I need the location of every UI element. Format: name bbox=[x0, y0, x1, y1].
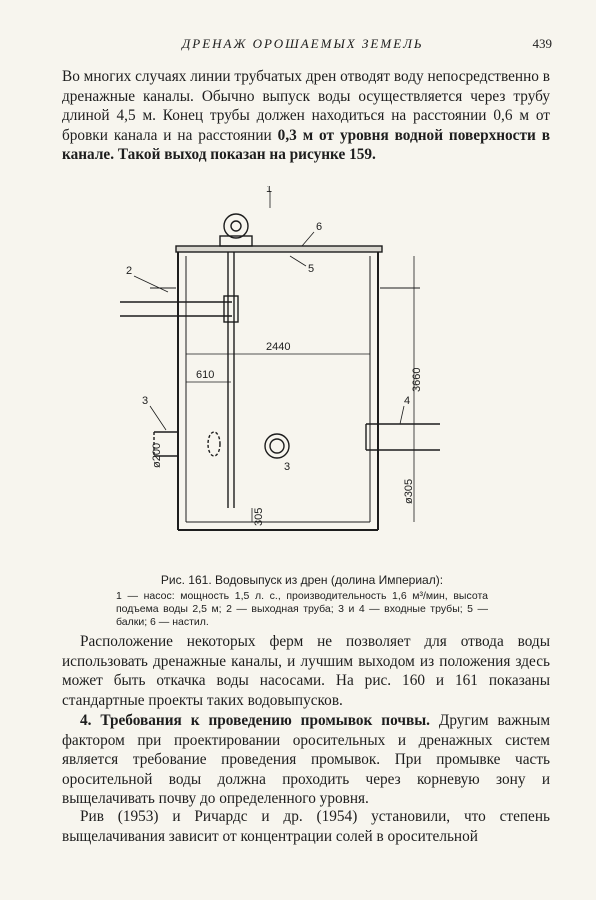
page-number: 439 bbox=[532, 36, 552, 51]
paragraph-3 bbox=[62, 711, 550, 809]
dim-inlet-diameter: ø200 bbox=[151, 442, 163, 468]
caption-title: Рис. 161. Водовыпуск из дрен (долина Империал): bbox=[160, 573, 444, 587]
dim-bottom: 305 bbox=[253, 507, 265, 526]
paragraph-3-text: Другим важным фактором при проектировании оросительных и дренажных систем является требование проведения промывок. При промывке часть оросительной воды должна проходить через корневую зону и выщелачивать почву до определенного уровня. bbox=[62, 712, 551, 807]
label-6: 6 bbox=[316, 221, 323, 233]
paragraph-1-bold: 0,3 м от уровня водной поверхности в канале. Такой выход показан на рисунке 159. bbox=[62, 126, 550, 163]
figure-caption bbox=[116, 573, 488, 629]
label-2: 2 bbox=[126, 265, 133, 277]
running-header bbox=[62, 36, 552, 54]
drain-outlet-drawing bbox=[120, 186, 440, 546]
pump-core bbox=[231, 221, 241, 231]
label-4: 4 bbox=[404, 395, 411, 407]
paragraph-1-text: Во многих случаях линии трубчатых дрен отводят воду непосредственно в дренажные каналы. Обычно выпуск воды осуществляется через трубу длиной 4,5 м. Конец трубы должен находиться на расстоянии 0,6 м от бровки канала и на расстоянии bbox=[62, 68, 550, 144]
paragraph-4: Рив (1953) и Ричардс и др. (1954) установили, что степень выщелачивания зависит от концентрации солей в оросительной bbox=[62, 808, 550, 845]
leader-3a bbox=[150, 406, 166, 430]
leader-5 bbox=[290, 256, 306, 266]
paragraph-2: Расположение некоторых ферм не позволяет для отвода воды использовать дренажные каналы, и лучшим выходом из положения здесь может быть откачка воды насосами. На рис. 160 и 161 показаны стандартные проекты таких водовыпусков. bbox=[62, 633, 550, 709]
leader-2 bbox=[134, 276, 168, 292]
section-heading: 4. Требования к проведению промывок почвы. bbox=[80, 712, 430, 729]
pipe-tee bbox=[224, 296, 238, 322]
leader-6 bbox=[302, 232, 314, 246]
dim-outlet-diameter: ø305 bbox=[403, 478, 415, 504]
inlet-circle-outer bbox=[265, 434, 289, 458]
pump-housing bbox=[224, 214, 248, 238]
label-5: 5 bbox=[308, 263, 315, 275]
paragraph-1 bbox=[62, 67, 550, 165]
leader-4 bbox=[400, 406, 404, 424]
figure-drain-outlet bbox=[120, 186, 440, 546]
dim-offset: 610 bbox=[196, 369, 215, 381]
deck-plate bbox=[176, 246, 382, 252]
inlet-circle-inner bbox=[270, 439, 284, 453]
running-title: ДРЕНАЖ ОРОШАЕМЫХ ЗЕМЕЛЬ bbox=[182, 36, 424, 51]
caption-legend: 1 — насос: мощность 1,5 л. с., производительность 1,6 м³/мин, высота подъема воды 2,5 м; 2 — выходная труба; 3 и 4 — входные трубы; 5 — балки; 6 — настил. bbox=[116, 590, 488, 628]
dim-height: 3660 bbox=[411, 367, 423, 392]
left-inlet-hidden bbox=[208, 432, 220, 456]
label-3a: 3 bbox=[142, 395, 149, 407]
label-1: 1 bbox=[266, 186, 273, 195]
dim-width: 2440 bbox=[266, 341, 291, 353]
label-3b: 3 bbox=[284, 461, 291, 473]
